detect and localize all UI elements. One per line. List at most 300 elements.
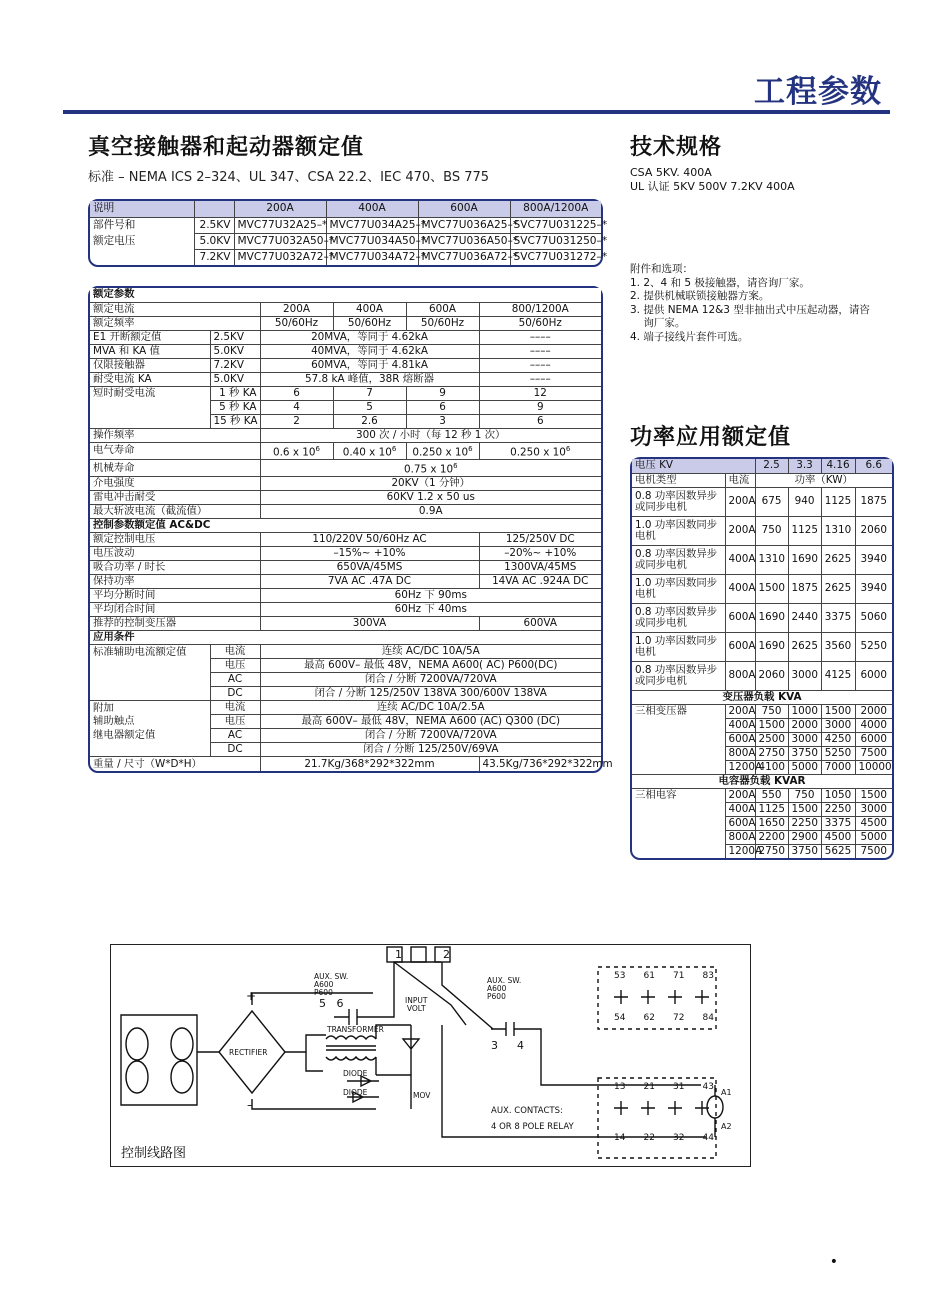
table-row — [632, 718, 892, 732]
power-rating-grid — [632, 459, 892, 858]
table-cell: 电气寿命 — [90, 442, 260, 459]
table-row — [90, 659, 601, 673]
table-header-cell: 600A — [418, 201, 510, 217]
power-rating-table — [630, 457, 894, 860]
table-cell — [479, 442, 601, 459]
ratings-table — [88, 286, 613, 773]
table-cell: 600A — [406, 302, 479, 316]
table-cell: –15%~ +10% — [260, 547, 479, 561]
table-row — [632, 732, 892, 746]
table-cell: 1.0 功率因数同步电机 — [632, 516, 725, 545]
table-cell: 1875 — [855, 487, 892, 516]
table-row — [90, 302, 601, 316]
note-line: 1. 2、4 和 5 极接触器，请咨询厂家。 — [630, 276, 810, 289]
table-cell: MVC77U036A50–* — [418, 233, 510, 249]
table-cell: 800A — [725, 830, 755, 844]
table-cell: 1000 — [788, 704, 821, 718]
table-cell — [632, 816, 725, 830]
ratings-grid — [90, 288, 613, 771]
table-cell: 0.8 功率因数异步或同步电机 — [632, 487, 725, 516]
table-cell: SVC77U031272–* — [510, 249, 601, 265]
contact-number: 31 — [673, 1082, 685, 1092]
table-cell: 3000 — [855, 802, 892, 816]
table-cell: 20KV（1 分钟） — [260, 477, 601, 491]
table-cell: 5 秒 KA — [210, 400, 260, 414]
table-cell — [260, 459, 601, 476]
rectifier-label: RECTIFIER — [229, 1048, 268, 1057]
table-row — [90, 701, 601, 715]
table-row — [90, 561, 601, 575]
contact-number: 71 — [673, 971, 685, 981]
table-row — [90, 477, 601, 491]
table-cell: 保持功率 — [90, 575, 260, 589]
table-cell: 2000 — [855, 704, 892, 718]
table-cell: 750 — [755, 704, 788, 718]
table-cell — [90, 673, 210, 687]
minus-sign: – — [247, 1098, 253, 1112]
table-row — [632, 844, 892, 858]
table-cell: 2625 — [788, 632, 821, 661]
table-cell: 5.0KV — [194, 233, 234, 249]
table-cell: 12 — [479, 386, 601, 400]
table-header-cell: 4.16 — [821, 459, 855, 473]
section-header: 额定参数 — [90, 288, 601, 302]
table-row — [90, 533, 601, 547]
table-cell: MVC77U034A25–* — [326, 217, 418, 233]
table-cell: 10000 — [855, 760, 892, 774]
table-cell: 6000 — [855, 661, 892, 690]
contact-number: 43 — [702, 1082, 714, 1092]
table-cell: 40MVA，等同于 4.62kA — [260, 344, 479, 358]
table-cell: AC — [210, 673, 260, 687]
table-cell: 闭合 / 分断 125/250V/69VA — [260, 743, 601, 757]
table-cell: 5060 — [855, 603, 892, 632]
table-cell: 2.5KV — [194, 217, 234, 233]
table-header-cell: 电机类型 — [632, 473, 725, 487]
table-row — [90, 233, 601, 249]
label-line: A600 — [314, 980, 334, 989]
table-cell: 电压波动 — [90, 547, 260, 561]
table-row — [632, 788, 892, 802]
table-cell: 2.6 — [333, 414, 406, 428]
control-circuit-diagram — [110, 944, 751, 1167]
table-cell: 继电器额定值 — [90, 729, 210, 743]
contact-number: 13 — [614, 1082, 626, 1092]
diagram-caption: 控制线路图 — [121, 1146, 187, 1161]
table-cell: 4500 — [821, 830, 855, 844]
table-header-cell: 400A — [326, 201, 418, 217]
table-cell: 4 — [260, 400, 333, 414]
table-row — [632, 632, 892, 661]
table-cell: 1125 — [788, 516, 821, 545]
table-cell: 300 次 / 小时（每 12 秒 1 次） — [260, 428, 601, 442]
table-row — [632, 802, 892, 816]
table-row — [632, 459, 892, 473]
table-cell: MVC77U036A25–* — [418, 217, 510, 233]
table-cell: 2900 — [788, 830, 821, 844]
table-cell: 60KV 1.2 x 50 us — [260, 491, 601, 505]
table-cell: 2440 — [788, 603, 821, 632]
table-row — [90, 358, 601, 372]
contact2-numbers-top — [614, 1082, 714, 1092]
label-line: AUX. SW. — [314, 972, 349, 981]
aux-contacts-label — [491, 1103, 574, 1135]
table-row — [90, 505, 601, 519]
table-cell: 7VA AC .47A DC — [260, 575, 479, 589]
spec-line: CSA 5KV. 400A — [630, 166, 712, 179]
table-cell: 940 — [788, 487, 821, 516]
table-cell: 3750 — [788, 844, 821, 858]
label-line: 4 OR 8 POLE RELAY — [491, 1122, 574, 1132]
table-row — [90, 645, 601, 659]
table-cell: 7000 — [821, 760, 855, 774]
table-cell: 750 — [755, 516, 788, 545]
table-row — [632, 574, 892, 603]
table-cell: 600A — [725, 632, 755, 661]
table-cell: 800/1200A — [479, 302, 601, 316]
table-cell: 21.7Kg/368*292*322mm — [260, 757, 479, 771]
table-cell: 1500 — [755, 574, 788, 603]
table-header-cell: 电流 — [725, 473, 755, 487]
table-cell — [406, 442, 479, 459]
note-line: 询厂家。 — [630, 317, 686, 329]
mov-label: MOV — [413, 1091, 431, 1100]
section-header: 变压器负载 KVA — [632, 690, 892, 704]
table-header-cell: 说明 — [90, 201, 194, 217]
coil-a2: A2 — [721, 1122, 732, 1131]
table-header-cell: 电压 KV — [632, 459, 755, 473]
table-row — [90, 617, 601, 631]
section-header: 电容器负载 KVAR — [632, 774, 892, 788]
table-cell: 耐受电流 KA — [90, 372, 210, 386]
table-cell: 7.2KV — [210, 358, 260, 372]
table-cell: –––– — [479, 344, 601, 358]
tech-spec-heading: 技术规格 — [630, 135, 723, 160]
table-cell: 200A — [725, 487, 755, 516]
diode-label: DIODE — [343, 1069, 368, 1078]
table-cell: 5625 — [821, 844, 855, 858]
table-header-cell: 3.3 — [788, 459, 821, 473]
label-line: P600 — [487, 992, 506, 1001]
table-cell: 200A — [725, 516, 755, 545]
table-cell — [632, 844, 725, 858]
table-cell: 0.8 功率因数异步或同步电机 — [632, 661, 725, 690]
table-row — [90, 372, 601, 386]
table-cell: 2250 — [788, 816, 821, 830]
aux-switch-1-terminals: 5 6 — [319, 997, 344, 1010]
table-row — [90, 687, 601, 701]
table-cell: 550 — [755, 788, 788, 802]
table-cell: 2250 — [821, 802, 855, 816]
table-cell: MVC77U032A50–* — [234, 233, 326, 249]
input-volt-label — [405, 997, 427, 1013]
table-cell: 3 — [406, 414, 479, 428]
table-cell: 1500 — [855, 788, 892, 802]
table-cell: 6 — [406, 400, 479, 414]
table-cell: –20%~ +10% — [479, 547, 601, 561]
table-cell: 400A — [725, 718, 755, 732]
table-cell: 2060 — [855, 516, 892, 545]
table-cell: 三相电容 — [632, 788, 725, 802]
table-row — [90, 757, 601, 771]
table-cell: 5000 — [855, 830, 892, 844]
table-row — [90, 547, 601, 561]
table-cell: 6 — [479, 414, 601, 428]
table-header-cell: 功率（KW） — [755, 473, 892, 487]
table-row — [90, 344, 601, 358]
table-row — [90, 201, 601, 217]
table-cell: 3000 — [821, 718, 855, 732]
contact-number: 83 — [702, 971, 714, 981]
spec-line: UL 认证 5KV 500V 7.2KV 400A — [630, 180, 795, 193]
table-row — [90, 316, 601, 330]
table-cell: 4125 — [821, 661, 855, 690]
table-cell: 闭合 / 分断 7200VA/720VA — [260, 673, 601, 687]
table-cell: 1500 — [788, 802, 821, 816]
table-header-cell: 6.6 — [855, 459, 892, 473]
table-cell: 2060 — [755, 661, 788, 690]
table-cell: 650VA/45MS — [260, 561, 479, 575]
table-cell: 最高 600V– 最低 48V，NEMA A600( AC) P600(DC) — [260, 659, 601, 673]
elec-life-value: 0.250 x 10 — [510, 445, 566, 458]
contact-number: 21 — [643, 1082, 655, 1092]
contact-number: 72 — [673, 1013, 685, 1023]
table-cell: 800A — [725, 746, 755, 760]
table-cell: SVC77U031225–* — [510, 217, 601, 233]
table-cell: MVC77U034A72–* — [326, 249, 418, 265]
table-cell: MVC77U032A72–* — [234, 249, 326, 265]
table-row — [632, 774, 892, 788]
label-line: P600 — [314, 988, 333, 997]
contact-number: 53 — [614, 971, 626, 981]
table-cell: 连续 AC/DC 10A/5A — [260, 645, 601, 659]
table-cell: 600A — [725, 603, 755, 632]
table-cell: 1 秒 KA — [210, 386, 260, 400]
coil-a1: A1 — [721, 1088, 732, 1097]
table-row — [632, 760, 892, 774]
table-cell: 2.5KV — [210, 330, 260, 344]
table-cell: 5000 — [788, 760, 821, 774]
table-cell: 57.8 kA 峰值，38R 熔断器 — [260, 372, 479, 386]
terminal-2: 2 — [443, 948, 450, 961]
table-cell: 电压 — [210, 715, 260, 729]
table-row — [90, 715, 601, 729]
table-cell: 3940 — [855, 574, 892, 603]
table-cell — [90, 400, 210, 414]
footer-dot: • — [829, 1254, 838, 1270]
table-cell: 1.0 功率因数同步电机 — [632, 632, 725, 661]
table-cell: 60Hz 下 40ms — [260, 603, 601, 617]
table-cell: 1690 — [755, 632, 788, 661]
exponent: 6 — [565, 444, 571, 453]
table-cell: 吸合功率 / 时长 — [90, 561, 260, 575]
exponent: 6 — [315, 444, 320, 453]
contact2-numbers-bottom — [614, 1133, 714, 1143]
table-cell: 1310 — [755, 545, 788, 574]
section-header: 控制参数额定值 AC&DC — [90, 519, 601, 533]
table-cell: 7 — [333, 386, 406, 400]
table-cell: 额定控制电压 — [90, 533, 260, 547]
table-cell: 额定电流 — [90, 302, 260, 316]
part-number-table — [88, 199, 608, 267]
table-row — [90, 459, 601, 476]
table-cell: 7.2KV — [194, 249, 234, 265]
table-cell — [632, 802, 725, 816]
table-cell: 600A — [725, 732, 755, 746]
table-cell: 800A — [725, 661, 755, 690]
table-cell: 3375 — [821, 816, 855, 830]
contact-numbers-bottom — [614, 1013, 714, 1023]
table-cell: 1300VA/45MS — [479, 561, 601, 575]
table-cell — [632, 718, 725, 732]
terminal-3: 3 — [491, 1039, 498, 1052]
label-line: VOLT — [406, 1004, 426, 1013]
note-line: 附件和选项： — [630, 263, 693, 275]
table-cell: 2000 — [788, 718, 821, 732]
table-cell: 重量 / 尺寸（W*D*H） — [90, 757, 260, 771]
contact-number: 61 — [643, 971, 655, 981]
table-cell — [632, 760, 725, 774]
table-cell: 9 — [479, 400, 601, 414]
table-cell: 5250 — [821, 746, 855, 760]
exponent: 6 — [391, 444, 397, 453]
table-row — [632, 603, 892, 632]
table-cell: 机械寿命 — [90, 459, 260, 476]
table-cell: 额定频率 — [90, 316, 260, 330]
table-row — [90, 442, 601, 459]
table-cell: 1310 — [821, 516, 855, 545]
table-cell: 400A — [725, 545, 755, 574]
table-cell: 60Hz 下 90ms — [260, 589, 601, 603]
table-cell: 电压 — [210, 659, 260, 673]
table-cell: DC — [210, 687, 260, 701]
table-cell: 短时耐受电流 — [90, 386, 210, 400]
table-cell: –––– — [479, 372, 601, 386]
table-cell: 1690 — [788, 545, 821, 574]
table-cell: 43.5Kg/736*292*322mm — [479, 757, 601, 771]
table-cell: 400A — [725, 802, 755, 816]
table-cell: 雷电冲击耐受 — [90, 491, 260, 505]
table-row — [632, 816, 892, 830]
table-row — [632, 487, 892, 516]
table-cell: 5 — [333, 400, 406, 414]
table-cell: 推荐的控制变压器 — [90, 617, 260, 631]
table-row — [90, 400, 601, 414]
title-rule — [63, 110, 890, 114]
table-cell: MVC77U034A50–* — [326, 233, 418, 249]
table-cell: 50/60Hz — [333, 316, 406, 330]
table-cell: 0.8 功率因数异步或同步电机 — [632, 603, 725, 632]
table-header-cell: 2.5 — [755, 459, 788, 473]
table-row — [90, 589, 601, 603]
power-rating-heading: 功率应用额定值 — [630, 425, 792, 450]
table-cell: 200A — [260, 302, 333, 316]
table-row — [90, 729, 601, 743]
table-cell: 0.9A — [260, 505, 601, 519]
standard-text: 标准 – NEMA ICS 2–324、UL 347、CSA 22.2、IEC 470、BS 775 — [88, 170, 490, 185]
table-row — [632, 545, 892, 574]
table-cell: 2200 — [755, 830, 788, 844]
table-cell — [260, 442, 333, 459]
table-row — [632, 473, 892, 487]
terminal-1: 1 — [395, 948, 402, 961]
table-cell: 2625 — [821, 545, 855, 574]
table-cell: DC — [210, 743, 260, 757]
table-cell: 介电强度 — [90, 477, 260, 491]
contact-number: 44 — [702, 1133, 714, 1143]
table-cell: MVA 和 KA 值 — [90, 344, 210, 358]
table-cell: 5.0KV — [210, 344, 260, 358]
table-cell: 9 — [406, 386, 479, 400]
table-cell: 操作频率 — [90, 428, 260, 442]
table-cell: 2750 — [755, 746, 788, 760]
table-cell: 1690 — [755, 603, 788, 632]
terminal-4: 4 — [517, 1039, 524, 1052]
table-cell: 最大斩波电流（截流值） — [90, 505, 260, 519]
table-cell: 三相变压器 — [632, 704, 725, 718]
label-line: A600 — [487, 984, 507, 993]
elec-life-value: 0.6 x 10 — [273, 445, 316, 458]
table-cell: 50/60Hz — [406, 316, 479, 330]
table-cell: 1050 — [821, 788, 855, 802]
table-cell: 1125 — [821, 487, 855, 516]
table-cell: 1650 — [755, 816, 788, 830]
table-row — [90, 249, 601, 265]
table-row — [90, 386, 601, 400]
table-cell — [90, 687, 210, 701]
table-cell — [90, 249, 194, 265]
table-row — [90, 743, 601, 757]
table-cell: 电流 — [210, 701, 260, 715]
contact-number: 62 — [643, 1013, 655, 1023]
contact-numbers-top — [614, 971, 714, 981]
table-row — [632, 516, 892, 545]
note-line: 4. 端子接线片套件可选。 — [630, 330, 749, 343]
exponent: 6 — [453, 461, 458, 470]
table-cell: 3000 — [788, 732, 821, 746]
table-row — [632, 746, 892, 760]
options-notes — [630, 263, 900, 344]
table-row — [90, 414, 601, 428]
table-row — [632, 661, 892, 690]
table-row — [90, 575, 601, 589]
table-cell — [632, 830, 725, 844]
table-cell: 60MVA，等同于 4.81kA — [260, 358, 479, 372]
table-cell: MVC77U036A72–* — [418, 249, 510, 265]
page-title: 工程参数 — [754, 74, 882, 110]
label-line: AUX. CONTACTS: — [491, 1106, 563, 1116]
table-row — [90, 428, 601, 442]
table-cell: 5250 — [855, 632, 892, 661]
table-row — [90, 330, 601, 344]
ratings-heading: 真空接触器和起动器额定值 — [88, 135, 365, 160]
table-row — [90, 673, 601, 687]
section-header: 应用条件 — [90, 631, 601, 645]
table-cell: 1500 — [755, 718, 788, 732]
table-cell: 3375 — [821, 603, 855, 632]
table-cell: 辅助触点 — [90, 715, 210, 729]
table-cell: 4100 — [755, 760, 788, 774]
table-cell: 3940 — [855, 545, 892, 574]
table-cell: 连续 AC/DC 10A/2.5A — [260, 701, 601, 715]
table-cell: 最高 600V– 最低 48V，NEMA A600 (AC) Q300 (DC) — [260, 715, 601, 729]
table-cell: 4500 — [855, 816, 892, 830]
mech-life-value: 0.75 x 10 — [403, 463, 454, 476]
table-cell: 200A — [725, 788, 755, 802]
table-cell: 附加 — [90, 701, 210, 715]
table-header-cell: 800A/1200A — [510, 201, 601, 217]
table-cell: 0.8 功率因数异步或同步电机 — [632, 545, 725, 574]
